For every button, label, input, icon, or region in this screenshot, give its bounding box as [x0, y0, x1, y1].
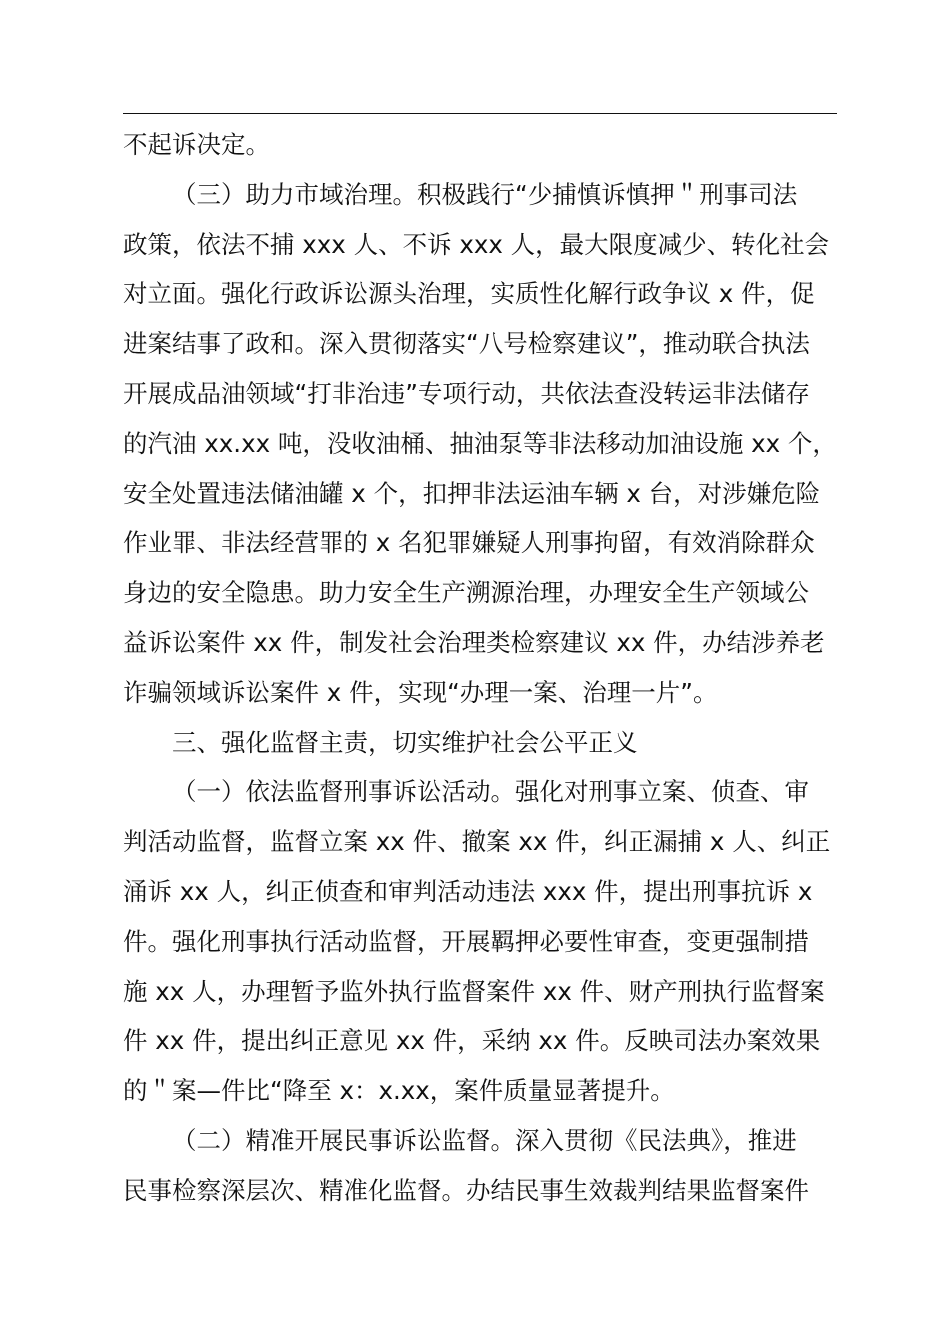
header-rule: [123, 113, 837, 114]
document-body: [123, 120, 837, 1216]
body-line: 开展成品油领域“打非治违”专项行动，共依法查没转运非法储存: [123, 378, 810, 408]
paragraph-line: （三）助力市域治理。积极践行“少捕慎诉慎押＂刑事司法: [172, 179, 798, 209]
paragraph-line: （二）精准开展民事诉讼监督。深入贯彻《民法典》，推进: [172, 1125, 797, 1155]
body-line: 作业罪、非法经营罪的 x 名犯罪嫌疑人刑事拘留，有效消除群众: [123, 528, 815, 558]
body-line: 判活动监督，监督立案 xx 件、撤案 xx 件，纠正漏捕 x 人、纠正: [123, 827, 831, 857]
body-line: 施 xx 人，办理暂予监外执行监督案件 xx 件、财产刑执行监督案: [123, 976, 825, 1006]
body-line: 身边的安全隐患。助力安全生产溯源治理，办理安全生产领域公: [123, 578, 809, 608]
body-line: 民事检察深层次、精准化监督。办结民事生效裁判结果监督案件: [123, 1175, 809, 1205]
section-heading: 三、强化监督主责，切实维护社会公平正义: [172, 727, 638, 757]
body-line: 益诉讼案件 xx 件，制发社会治理类检察建议 xx 件，办结涉养老: [123, 627, 825, 657]
body-line: 安全处置违法储油罐 x 个，扣押非法运油车辆 x 台，对涉嫌危险: [123, 478, 821, 508]
paragraph-line: （一）依法监督刑事诉讼活动。强化对刑事立案、侦查、审: [172, 777, 809, 807]
body-line: 件。强化刑事执行活动监督，开展羁押必要性审查，变更强制措: [123, 926, 809, 956]
body-line: 的＂案—件比“降至 x：x.xx，案件质量显著提升。: [123, 1076, 675, 1106]
body-line: 对立面。强化行政诉讼源头治理，实质性化解行政争议 x 件，促: [123, 279, 815, 309]
body-line: 诈骗领域诉讼案件 x 件，实现“办理一案、治理一片”。: [123, 677, 718, 707]
body-line: 不起诉决定。: [123, 130, 270, 159]
body-line: 件 xx 件，提出纠正意见 xx 件，采纳 xx 件。反映司法办案效果: [123, 1026, 821, 1056]
body-line: 的汽油 xx.xx 吨，没收油桶、抽油泵等非法移动加油设施 xx 个，: [123, 428, 837, 458]
body-line: 进案结事了政和。深入贯彻落实“八号检察建议”，推动联合执法: [123, 329, 810, 359]
body-line: 政策，依法不捕 xxx 人、不诉 xxx 人，最大限度减少、转化社会: [123, 229, 830, 259]
body-line: 涌诉 xx 人，纠正侦查和审判活动违法 xxx 件，提出刑事抗诉 x: [123, 876, 813, 906]
